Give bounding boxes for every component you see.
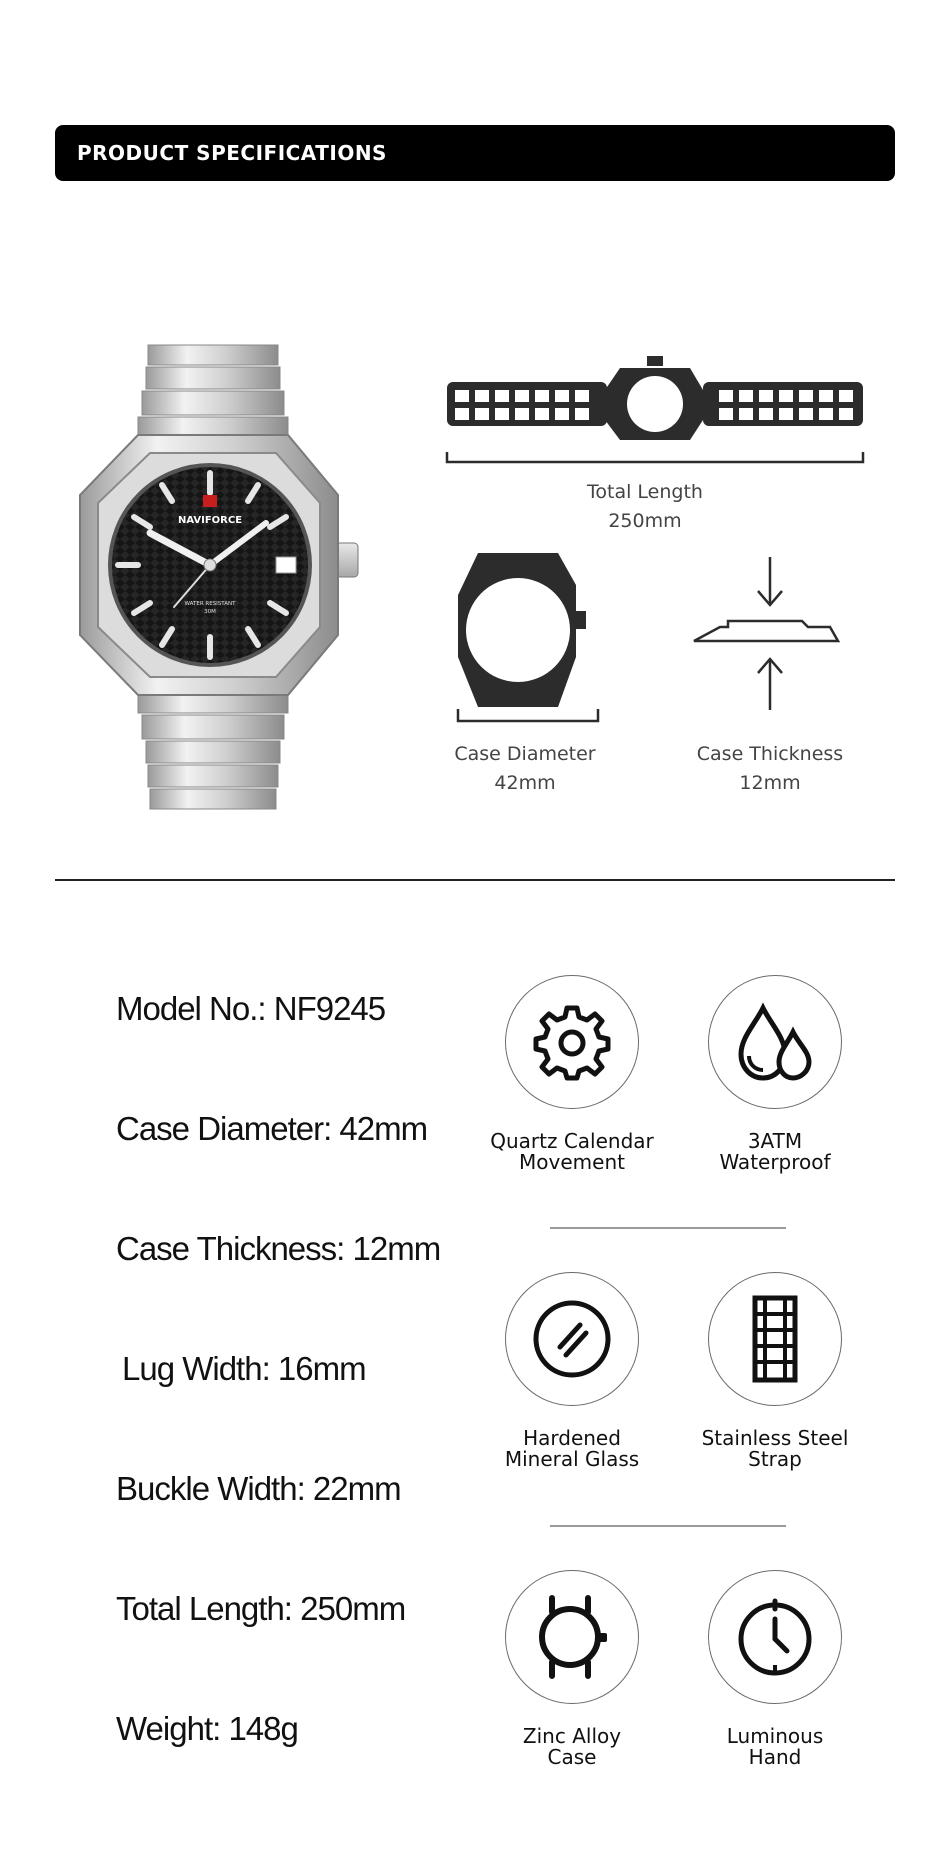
feature-glass	[477, 1272, 667, 1470]
total-length-label: Total Length	[587, 481, 703, 503]
spec-model-no: Model No.: NF9245	[116, 990, 386, 1027]
feature-waterproof	[680, 975, 870, 1173]
glass-icon	[505, 1272, 639, 1406]
case-diameter-value: 42mm	[494, 772, 556, 794]
case-thickness-value: 12mm	[739, 772, 801, 794]
feature-case	[477, 1570, 667, 1768]
svg-text:WATER RESISTANT: WATER RESISTANT	[184, 601, 236, 607]
svg-text:30M: 30M	[204, 609, 216, 615]
feature-waterproof-line2: Waterproof	[719, 1150, 831, 1174]
watch-product-image	[70, 335, 360, 815]
feature-strap	[680, 1272, 870, 1470]
case-diameter-diagram	[448, 545, 608, 725]
section-header	[55, 125, 895, 181]
feature-case-line1: Zinc Alloy	[522, 1724, 622, 1748]
feature-strap-line2: Strap	[748, 1447, 802, 1471]
feature-case-line2: Case	[547, 1745, 597, 1769]
spec-case-diameter: Case Diameter: 42mm	[116, 1110, 428, 1147]
case-diameter-label: Case Diameter	[454, 743, 596, 765]
spec-weight: Weight: 148g	[116, 1710, 298, 1747]
page-title: PRODUCT SPECIFICATIONS	[77, 141, 387, 165]
feature-movement-line1: Quartz Calendar	[490, 1129, 654, 1153]
bracelet-bottom	[138, 687, 288, 809]
spec-buckle-width: Buckle Width: 22mm	[116, 1470, 401, 1507]
feature-hand-line1: Luminous	[726, 1724, 824, 1748]
feature-hand-line2: Hand	[748, 1745, 802, 1769]
feature-glass-line2: Mineral Glass	[504, 1447, 640, 1471]
feature-movement-line2: Movement	[519, 1150, 625, 1174]
feature-divider	[550, 1227, 786, 1229]
feature-hand	[680, 1570, 870, 1768]
water-drops-icon	[708, 975, 842, 1109]
spec-lug-width: Lug Width: 16mm	[122, 1350, 366, 1387]
clock-hand-icon	[708, 1570, 842, 1704]
strap-icon	[708, 1272, 842, 1406]
spec-case-thickness: Case Thickness: 12mm	[116, 1230, 441, 1267]
total-length-diagram	[445, 350, 865, 470]
feature-movement	[477, 975, 667, 1173]
section-divider	[55, 879, 895, 881]
feature-glass-line1: Hardened	[523, 1426, 621, 1450]
feature-divider	[550, 1525, 786, 1527]
feature-waterproof-line1: 3ATM	[747, 1129, 803, 1153]
feature-strap-line1: Stainless Steel	[701, 1426, 849, 1450]
case-thickness-label: Case Thickness	[696, 743, 844, 765]
total-length-value: 250mm	[608, 510, 682, 532]
bracelet-top	[138, 345, 288, 441]
watch-case-icon	[505, 1570, 639, 1704]
gear-icon	[505, 975, 639, 1109]
case-thickness-diagram	[690, 555, 850, 715]
svg-text:NAVIFORCE: NAVIFORCE	[177, 515, 243, 526]
spec-total-length: Total Length: 250mm	[116, 1590, 406, 1627]
